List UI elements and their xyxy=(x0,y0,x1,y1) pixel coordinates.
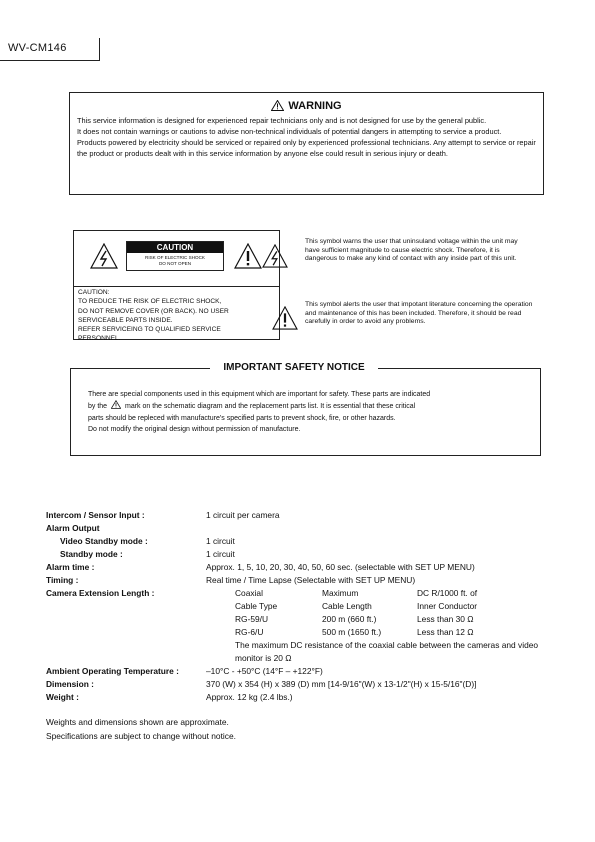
notice-title: IMPORTANT SAFETY NOTICE xyxy=(223,362,365,373)
spec-label-standby: Standby mode : xyxy=(60,549,123,559)
exclamation-symbol-description: This symbol alerts the user that impotant literature concerning the operation and maintenance of this has been included. Therefore, it should be read carefully in order to avoid any problems. xyxy=(305,301,533,325)
model-number: WV-CM146 xyxy=(8,42,67,54)
spec-value-intercom: 1 circuit per camera xyxy=(206,510,280,520)
warning-box xyxy=(69,92,544,195)
spec-value-standby: 1 circuit xyxy=(206,549,235,559)
cable-cell: 200 m (660 ft.) xyxy=(322,614,377,624)
cable-cell: Less than 30 Ω xyxy=(417,614,474,624)
notice-line: There are special components used in this equipment which are important for safety. These parts are indicated xyxy=(88,391,431,398)
warning-body xyxy=(77,115,536,159)
caution-line: SERVICEABLE PARTS INSIDE. xyxy=(78,316,173,324)
caution-label xyxy=(126,241,224,271)
caution-text xyxy=(78,288,278,344)
warning-paragraph: This service information is designed for experienced repair technicians only and is not designed for use by the general public. xyxy=(77,116,487,125)
cable-cell: RG-59/U xyxy=(235,614,269,624)
spec-value-timing: Real time / Time Lapse (Selectable with SET UP MENU) xyxy=(206,575,416,585)
warning-paragraph: Products powered by electricity should be serviced or repaired only by experienced professional technicians. Any attempt to service or repair the product or products dealt with in this service information by anyone else could result in serious injury or death. xyxy=(77,138,536,158)
lightning-triangle-icon xyxy=(90,243,118,269)
caution-label-frame xyxy=(73,230,280,343)
cable-note: monitor is 20 Ω xyxy=(235,653,292,663)
spec-label-timing: Timing : xyxy=(46,575,79,585)
cable-header: Inner Conductor xyxy=(417,601,478,611)
notice-line: Do not modify the original design without permission of manufacture. xyxy=(88,425,301,433)
cable-header: Cable Length xyxy=(322,601,372,611)
cable-header: Cable Type xyxy=(235,601,278,611)
caution-label-sub1: RISK OF ELECTRIC SHOCK xyxy=(145,255,205,260)
cable-header: Coaxial xyxy=(235,588,263,598)
exclamation-triangle-icon xyxy=(272,306,298,330)
cable-cell: RG-6/U xyxy=(235,627,264,637)
model-tab xyxy=(0,38,100,61)
notice-line-start: by the xyxy=(88,403,108,411)
cable-header: Maximum xyxy=(322,588,359,598)
caution-label-top xyxy=(74,231,279,287)
caution-line: PERSONNEL. xyxy=(78,335,121,343)
lightning-triangle-icon xyxy=(262,244,288,268)
safety-mark-icon xyxy=(111,400,121,409)
spec-label-camera-extension: Camera Extension Length : xyxy=(46,588,155,598)
spec-label-ambient: Ambient Operating Temperature : xyxy=(46,666,179,676)
caution-label-title: CAUTION xyxy=(127,242,223,253)
lightning-symbol-description: This symbol warns the user that uninsuland voltage within the unit may have sufficient magnitude to cause electric shock. Therefore, it is dangerous to make any kind of contact with any inside part of this unit. xyxy=(305,238,518,262)
cable-header: DC R/1000 ft. of xyxy=(417,588,478,598)
warning-title: WARNING xyxy=(288,100,342,112)
warning-paragraph: It does not contain warnings or cautions to advise non-technical individuals of potential dangers in attempting to service a product. xyxy=(77,127,502,136)
warning-triangle-icon xyxy=(271,100,284,111)
notice-body xyxy=(88,389,528,435)
caution-label-sub2: DO NOT OPEN xyxy=(158,261,192,266)
spec-label-weight: Weight : xyxy=(46,692,79,702)
caution-line: REFER SERVICEING TO QUALIFIED SERVICE xyxy=(78,326,221,334)
spec-label-video-standby: Video Standby mode : xyxy=(60,536,148,546)
notice-line xyxy=(88,400,528,412)
caution-line: CAUTION: xyxy=(78,289,110,296)
spec-value-video-standby: 1 circuit xyxy=(206,536,235,546)
notice-line-end: mark on the schematic diagram and the replacement parts list. It is essential that these critical xyxy=(124,403,416,411)
cable-note: The maximum DC resistance of the coaxial cable between the cameras and video xyxy=(235,640,539,650)
caution-line: TO REDUCE THE RISK OF ELECTRIC SHOCK, xyxy=(78,298,222,306)
footnote: Weights and dimensions shown are approximate. xyxy=(46,717,229,727)
exclamation-triangle-icon xyxy=(234,243,262,269)
spec-value-weight: Approx. 12 kg (2.4 lbs.) xyxy=(206,692,293,702)
spec-label-intercom: Intercom / Sensor Input : xyxy=(46,510,145,520)
footnote: Specifications are subject to change without notice. xyxy=(46,731,236,741)
cable-cell: Less than 12 Ω xyxy=(417,627,474,637)
caution-line: DO NOT REMOVE COVER (OR BACK). NO USER xyxy=(78,307,229,315)
tab-divider xyxy=(99,38,100,60)
spec-label-alarm-time: Alarm time : xyxy=(46,562,95,572)
spec-label-alarm-output: Alarm Output xyxy=(46,523,100,533)
notice-line: parts should be repleced with manufacture's specified parts to prevent shock, fire, or other hazards. xyxy=(88,414,396,422)
spec-label-dimension: Dimension : xyxy=(46,679,94,689)
spec-value-ambient: –10°C - +50°C (14°F – +122°F) xyxy=(206,666,323,676)
warning-heading xyxy=(70,100,543,112)
cable-cell: 500 m (1650 ft.) xyxy=(322,627,382,637)
spec-value-dimension: 370 (W) x 354 (H) x 389 (D) mm [14-9/16"(W) x 13-1/2"(H) x 15-5/16"(D)] xyxy=(206,679,477,689)
spec-value-alarm-time: Approx. 1, 5, 10, 20, 30, 40, 50, 60 sec. (selectable with SET UP MENU) xyxy=(206,562,475,572)
